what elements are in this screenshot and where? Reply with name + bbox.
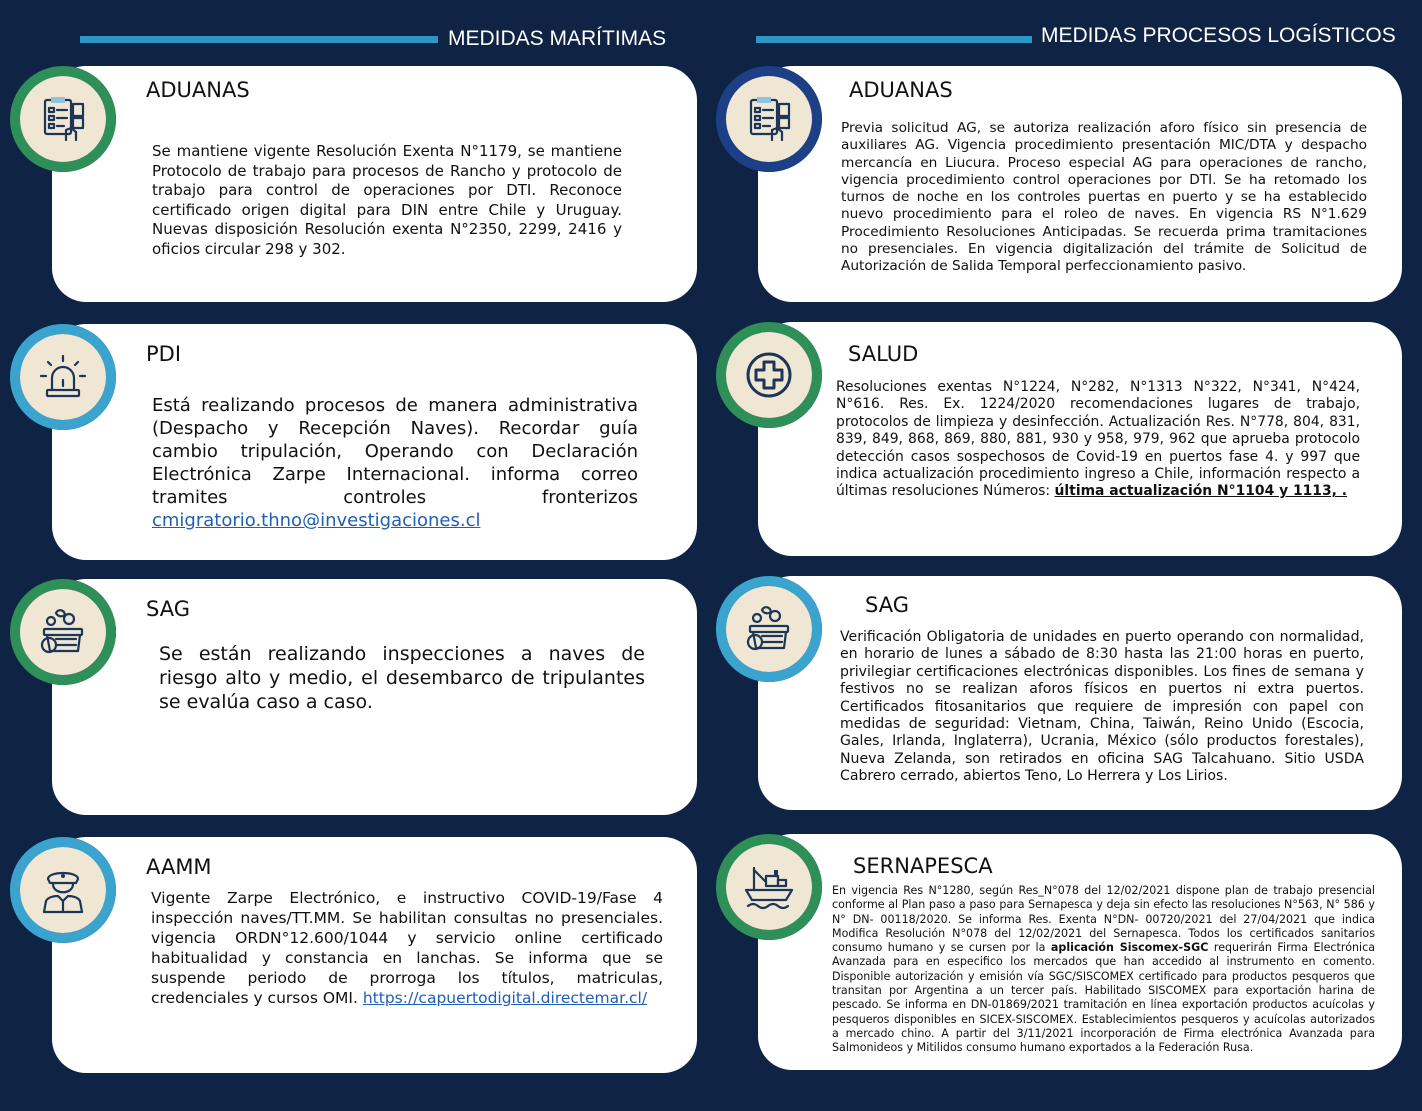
produce-basket-icon — [744, 604, 794, 654]
card-body: Verificación Obligatoria de unidades en puerto operando con normalidad, en horario de lunes a sábado de 8:30 hasta las 21:00 horas en puerto, privilegiar certificaciones electrónicas disponibles. Los fines de semana y festivos no se realizan aforos físicos en puertos ni extra puertos. Certificados fitosanitarios que requiere de impresión con papel con medidas de seguridad: Vietnam, China, Taiwán, Reino Unido (Escocia, Gales, Irlanda, Inglaterra), Ucrania, México (sólo productos forestales), Nueva Zelanda, son retirados en oficina SAG Talcahuano. Sitio USDA Cabrero cerrado, abiertos Teno, Lo Herrera y Los Lirios. — [840, 629, 1364, 785]
card-title: ADUANAS — [849, 78, 953, 102]
card-sag-logisticos — [758, 576, 1402, 810]
medical-cross-icon — [744, 350, 794, 400]
fishing-vessel-icon — [744, 862, 794, 912]
card-aduanas-maritimas — [52, 66, 697, 302]
card-body: Previa solicitud AG, se autoriza realización aforo físico sin presencia de auxiliares AG. Vigencia procedimiento presentación MIC/DTA y despacho mercancía en Liucura. Proceso especial AG para operaciones de rancho, vigencia procedimiento control operaciones por DTI. Se ha retomado los turnos de noche en los controles puertas en puerto y se ha establecido nuevo procedimiento para el roleo de naves. En vigencia RS N°1.629 Procedimiento Resoluciones Anticipadas. Se recuerda prima tramitaciones no presenciales. En vigencia digitalización del trámite de Solicitud de Autorización de Salida Temporal perfeccionamiento pasivo. — [841, 120, 1367, 275]
aamm-url-link[interactable]: https://capuertodigital.directemar.cl/ — [362, 989, 648, 1007]
card-title: PDI — [146, 342, 182, 366]
card-body — [151, 888, 663, 1008]
checklist-icon — [38, 94, 88, 144]
card-body — [832, 884, 1375, 1056]
left-header-bar — [80, 36, 438, 43]
card-sag-maritimas — [52, 579, 697, 815]
card-aduanas-logisticos — [758, 66, 1402, 302]
pdi-email-link[interactable]: cmigratorio.thno@investigaciones.cl — [152, 510, 481, 531]
sernapesca-icon-badge — [716, 834, 822, 940]
card-body — [836, 379, 1360, 501]
card-title: SALUD — [848, 342, 919, 366]
sag-logisticos-icon-badge — [716, 576, 822, 682]
card-body — [152, 394, 638, 532]
salud-icon-badge — [716, 322, 822, 428]
pdi-icon-badge — [10, 324, 116, 430]
card-title: AAMM — [146, 855, 212, 879]
right-header-title: MEDIDAS PROCESOS LOGÍSTICOS — [1041, 24, 1396, 47]
card-body: Se mantiene vigente Resolución Exenta N°1179, se mantiene Protocolo de trabajo para procesos de Rancho y protocolo de trabajo para control de operaciones por DTI. Reconoce certificado origen digital para DIN entre Chile y Uruguay. Nuevas disposición Resolución exenta N°2350, 2299, 2416 y oficios circular 298 y 302. — [152, 142, 622, 258]
sernapesca-bold: aplicación Siscomex-SGC — [1050, 941, 1209, 955]
salud-bold-tail: última actualización N°1104 y 1113, . — [1054, 483, 1348, 500]
checklist-icon — [744, 94, 794, 144]
alarm-light-icon — [38, 352, 88, 402]
card-body: Se están realizando inspecciones a naves de riesgo alto y medio, el desembarco de tripulantes se evalúa caso a caso. — [159, 643, 645, 713]
aduanas-logisticos-icon-badge — [716, 66, 822, 172]
produce-basket-icon — [38, 607, 88, 657]
sernapesca-body-a: En vigencia Res N°1280, según Res_N°078 del 12/02/2021 dispone plan de trabajo presencial conforme al Plan paso a paso para Sernapesca y deja sin efecto las resoluciones N°563, N° 586 y N° DN- 00118/2020. Se informa Res. Exenta N°DN- 00720/2021 del 27/04/2021 que indica Modifica Resolución N°078 del 12/02/2021 del Sernapesca. Todos los certificados sanitarios consumo humano y se cursen por la — [832, 884, 1375, 955]
captain-icon — [38, 865, 88, 915]
right-header-bar — [756, 36, 1032, 43]
card-pdi — [52, 324, 697, 560]
aamm-body-text: Vigente Zarpe Electrónico, e instructivo COVID-19/Fase 4 inspección naves/TT.MM. Se habilitan consultas no presenciales. vigencia ORDN°12.600/1044 y servicio online certificado habitualidad y constancia en lanchas. Se informa que se suspende periodo de prorroga los títulos, matriculas, credenciales y cursos OMI. — [151, 889, 663, 1007]
card-title: SAG — [865, 593, 909, 617]
card-sernapesca — [758, 834, 1402, 1070]
card-title: SERNAPESCA — [853, 854, 993, 878]
card-salud — [758, 322, 1402, 556]
card-title: SAG — [146, 597, 190, 621]
card-aamm — [52, 837, 697, 1073]
sernapesca-body-b: requerirán Firma Electrónica Avanzada para en especifico los mercados que han accedido al instrumento en comento. Disponible autorización y emisión vía SGC/SISCOMEX certificado para productos pesqueros que transitan por Argentina a un tercer país. Habilitado SISCOMEX para exportación harina de pescado. Se informa en DN-01869/2021 tramitación en línea exportación productos acuícolas y pesqueros disponibles en SICEX-SISCOMEX. Establecimientos pesqueros y acuícolas autorizados a mercado chino. A partir del 3/11/2021 incorporación de Firma electrónica Avanzada para Salmonideos y Mitilidos consumo humano exportados a la Federación Rusa. — [832, 941, 1376, 1055]
salud-body-text: Resoluciones exentas N°1224, N°282, N°1313 N°322, N°341, N°424, N°616. Res. Ex. 1224/2020 recomendaciones lugares de trabajo, protocolos de limpieza y desinfección. Actualización Res. N°778, 804, 831, 839, 849, 868, 869, 880, 881, 930 y 958, 979, 962 que aprueba protocolo detección casos sospechosos de Covid-19 en puertos fase 4. y 997 que indica actualización procedimiento ingreso a Chile, información respecto a últimas resoluciones Números: — [836, 379, 1360, 500]
aamm-icon-badge — [10, 837, 116, 943]
aduanas-icon-badge — [10, 66, 116, 172]
card-title: ADUANAS — [146, 78, 250, 102]
pdi-body-text: Está realizando procesos de manera administrativa (Despacho y Recepción Naves). Recordar guía cambio tripulación, Operando con Declaración Electrónica Zarpe Internacional. informa correo tramites controles fronterizos — [152, 395, 638, 508]
left-header-title: MEDIDAS MARÍTIMAS — [448, 27, 667, 50]
sag-icon-badge — [10, 579, 116, 685]
